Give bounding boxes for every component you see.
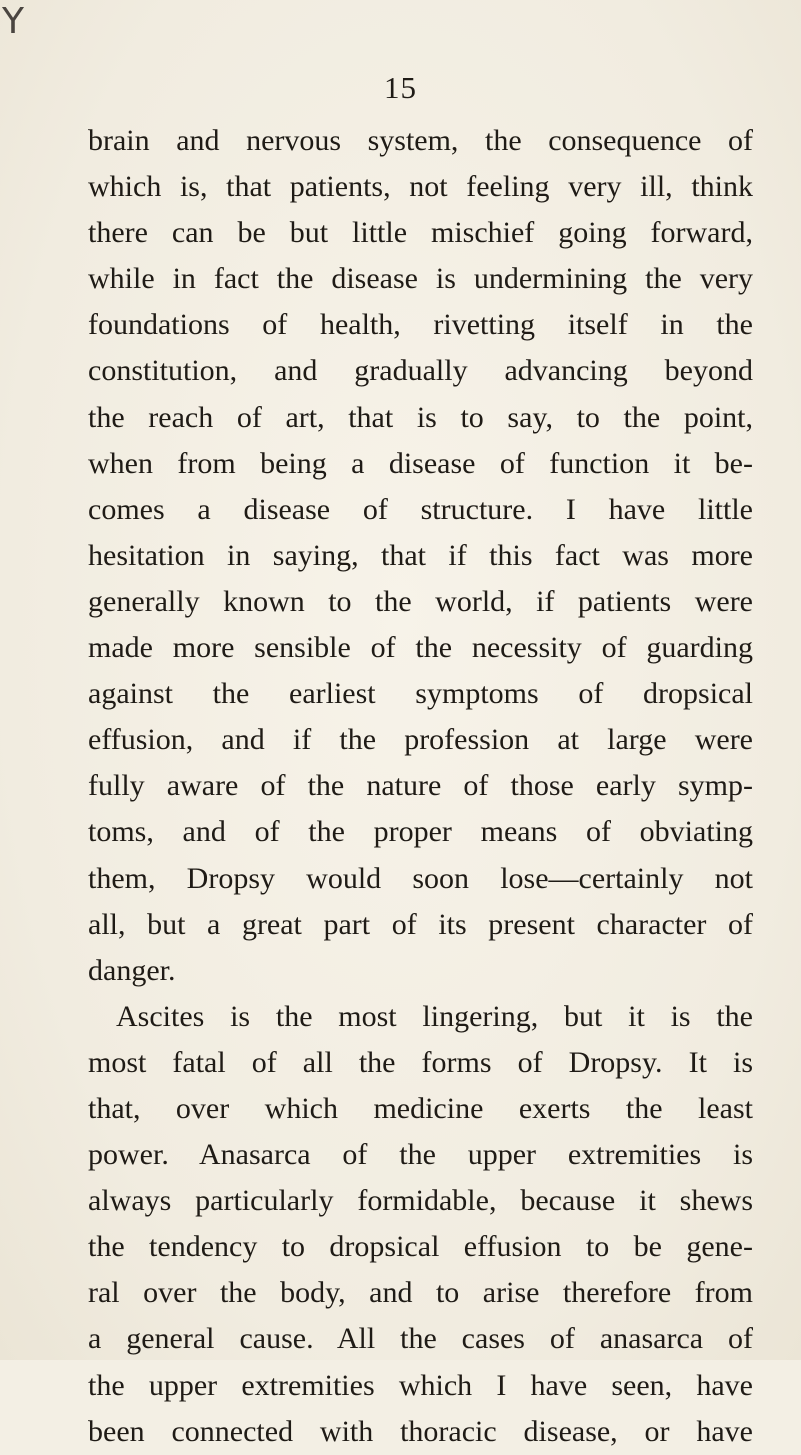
text-line: all, but a great part of its present character of bbox=[88, 907, 753, 941]
text-line: been connected with thoracic disease, or have bbox=[88, 1414, 753, 1448]
text-line: foundations of health, rivetting itself in the bbox=[88, 308, 753, 342]
corner-pencil-mark: Y bbox=[2, 1, 24, 42]
text-line: brain and nervous system, the consequence of bbox=[88, 124, 753, 157]
text-line: danger. bbox=[88, 953, 176, 987]
text-line: the reach of art, that is to say, to the point, bbox=[88, 400, 753, 434]
text-line: toms, and of the proper means of obviating bbox=[88, 815, 753, 849]
text-line: when from being a disease of function it be- bbox=[88, 446, 753, 480]
text-line: there can be but little mischief going forward, bbox=[88, 216, 753, 250]
text-line: comes a disease of structure. I have little bbox=[88, 492, 753, 526]
text-line: made more sensible of the necessity of guarding bbox=[88, 631, 753, 665]
page-number: 15 bbox=[384, 70, 417, 105]
text-line: most fatal of all the forms of Dropsy. It is bbox=[88, 1045, 753, 1079]
text-line: which is, that patients, not feeling very ill, think bbox=[88, 170, 753, 204]
text-line: power. Anasarca of the upper extremities is bbox=[88, 1138, 753, 1172]
body-text bbox=[88, 118, 753, 1455]
text-line: generally known to the world, if patients were bbox=[88, 584, 753, 618]
text-line: the upper extremities which I have seen, have bbox=[88, 1368, 753, 1402]
text-line: the tendency to dropsical effusion to be gene- bbox=[88, 1230, 753, 1264]
text-line: them, Dropsy would soon lose—certainly not bbox=[88, 861, 753, 895]
text-line: effusion, and if the profession at large were bbox=[88, 723, 753, 757]
text-line: a general cause. All the cases of anasarca of bbox=[88, 1322, 753, 1356]
text-line: ral over the body, and to arise therefore from bbox=[88, 1276, 753, 1310]
text-line: against the earliest symptoms of dropsical bbox=[88, 677, 753, 711]
text-line: fully aware of the nature of those early symp- bbox=[88, 769, 753, 803]
text-line: that, over which medicine exerts the least bbox=[88, 1091, 753, 1125]
text-line: Ascites is the most lingering, but it is the bbox=[116, 999, 753, 1033]
text-line: always particularly formidable, because it shews bbox=[88, 1184, 753, 1218]
text-line: while in fact the disease is undermining the very bbox=[88, 262, 753, 296]
text-line: constitution, and gradually advancing beyond bbox=[88, 354, 753, 388]
text-line: hesitation in saying, that if this fact was more bbox=[88, 538, 753, 572]
